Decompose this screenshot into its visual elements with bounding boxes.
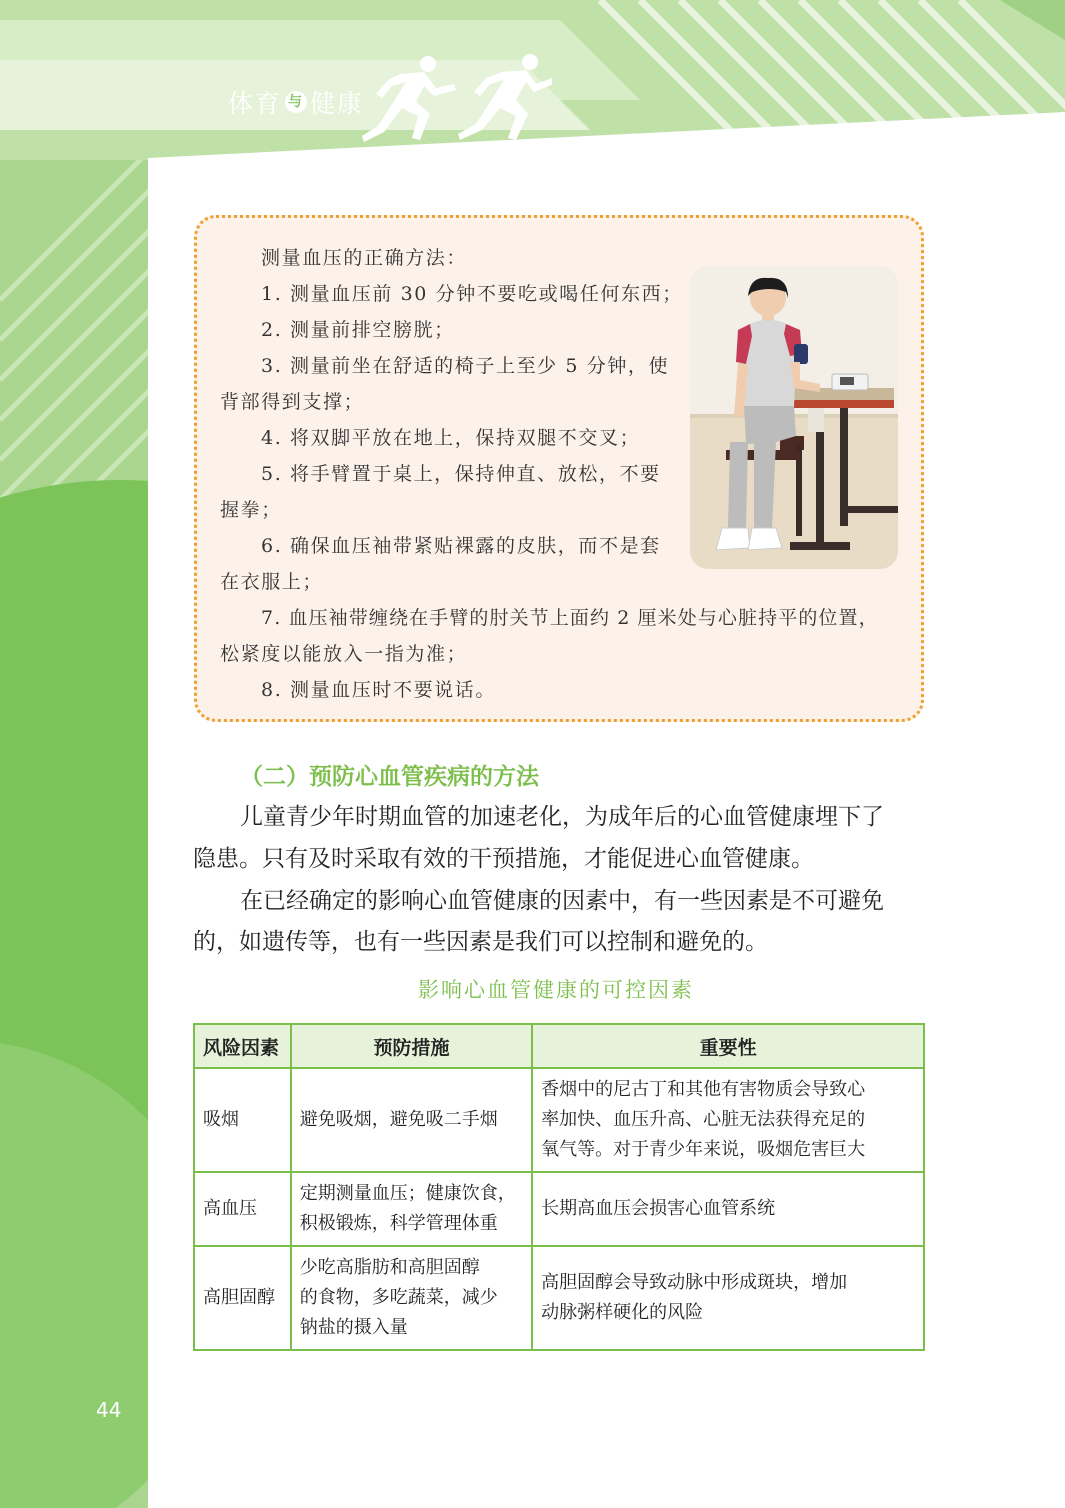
- paragraph-line: 儿童青少年时期血管的加速老化，为成年后的心血管健康埋下了: [240, 804, 884, 830]
- importance-cell: [532, 1068, 924, 1172]
- tip-item-continued: 松紧度以能放入一指为准；: [220, 643, 468, 665]
- risk-factor-cell: 高血压: [194, 1172, 291, 1246]
- measure-line: 少吃高脂肪和高胆固醇: [299, 1257, 480, 1278]
- table-row: [194, 1246, 924, 1350]
- header-importance: 重要性: [532, 1024, 924, 1068]
- tip-item-continued: 背部得到支撑；: [220, 391, 365, 413]
- table-row: [194, 1172, 924, 1246]
- book-title-part2: 健康: [310, 89, 365, 118]
- book-title-connector: 与: [285, 91, 307, 113]
- table-title: 影响心血管健康的可控因素: [418, 978, 694, 1002]
- runners-icon: [362, 52, 552, 147]
- risk-factor-cell: 吸烟: [194, 1068, 291, 1172]
- tip-item: 7. 血压袖带缠绕在手臂的肘关节上面约 2 厘米处与心脏持平的位置，: [261, 607, 879, 629]
- header-prevention-measures: 预防措施: [291, 1024, 532, 1068]
- book-title: [228, 84, 364, 120]
- header-risk-factor: 风险因素: [194, 1024, 291, 1068]
- runner-icon: [458, 54, 552, 140]
- measure-line: 钠盐的摄入量: [299, 1317, 408, 1338]
- tip-item-continued: 在衣服上；: [220, 571, 324, 593]
- importance-line: 动脉粥样硬化的风险: [541, 1302, 704, 1323]
- importance-line: 氧气等。对于青少年来说，吸烟危害巨大: [541, 1139, 866, 1160]
- importance-cell: [532, 1172, 924, 1246]
- measure-line: 积极锻炼，科学管理体重: [299, 1213, 498, 1234]
- tip-item: 4. 将双脚平放在地上，保持双腿不交叉；: [261, 427, 641, 449]
- measure-cell: [291, 1172, 532, 1246]
- table-row: [194, 1068, 924, 1172]
- importance-line: 高胆固醇会导致动脉中形成斑块，增加: [541, 1272, 848, 1293]
- paragraph-line: 在已经确定的影响心血管健康的因素中，有一些因素是不可避免: [240, 888, 884, 914]
- measure-cell: [291, 1068, 532, 1172]
- tip-item: 1. 测量血压前 30 分钟不要吃或喝任何东西；: [261, 283, 683, 305]
- tip-item: 8. 测量血压时不要说话。: [261, 679, 496, 701]
- measure-line: 定期测量血压；健康饮食，: [299, 1183, 516, 1204]
- runner-icon: [362, 56, 456, 142]
- importance-line: 香烟中的尼古丁和其他有害物质会导致心: [541, 1079, 866, 1100]
- paragraph-line: 隐患。只有及时采取有效的干预措施，才能促进心血管健康。: [193, 846, 814, 872]
- measure-line: 避免吸烟，避免吸二手烟: [299, 1109, 498, 1130]
- importance-line: 长期高血压会损害心血管系统: [541, 1198, 776, 1219]
- measure-cell: [291, 1246, 532, 1350]
- section-heading: （二）预防心血管疾病的方法: [240, 764, 539, 790]
- tips-heading: 测量血压的正确方法：: [261, 247, 468, 269]
- student-blood-pressure-photo: [690, 266, 898, 569]
- book-title-part1: 体育: [228, 89, 283, 118]
- tip-item: 5. 将手臂置于桌上，保持伸直、放松，不要: [261, 463, 661, 485]
- tip-item: 2. 测量前排空膀胱；: [261, 319, 455, 341]
- table-header-row: [194, 1024, 924, 1068]
- risk-factor-cell: 高胆固醇: [194, 1246, 291, 1350]
- tip-item: 3. 测量前坐在舒适的椅子上至少 5 分钟，使: [261, 355, 670, 377]
- measure-line: 的食物，多吃蔬菜，减少: [299, 1287, 498, 1308]
- page-number: 44: [96, 1398, 122, 1422]
- importance-line: 率加快、血压升高、心脏无法获得充足的: [541, 1109, 866, 1130]
- controllable-factors-table: [193, 1023, 925, 1351]
- importance-cell: [532, 1246, 924, 1350]
- tip-item-continued: 握拳；: [220, 499, 282, 521]
- tip-item: 6. 确保血压袖带紧贴裸露的皮肤，而不是套: [261, 535, 661, 557]
- paragraph-line: 的，如遗传等，也有一些因素是我们可以控制和避免的。: [193, 929, 768, 955]
